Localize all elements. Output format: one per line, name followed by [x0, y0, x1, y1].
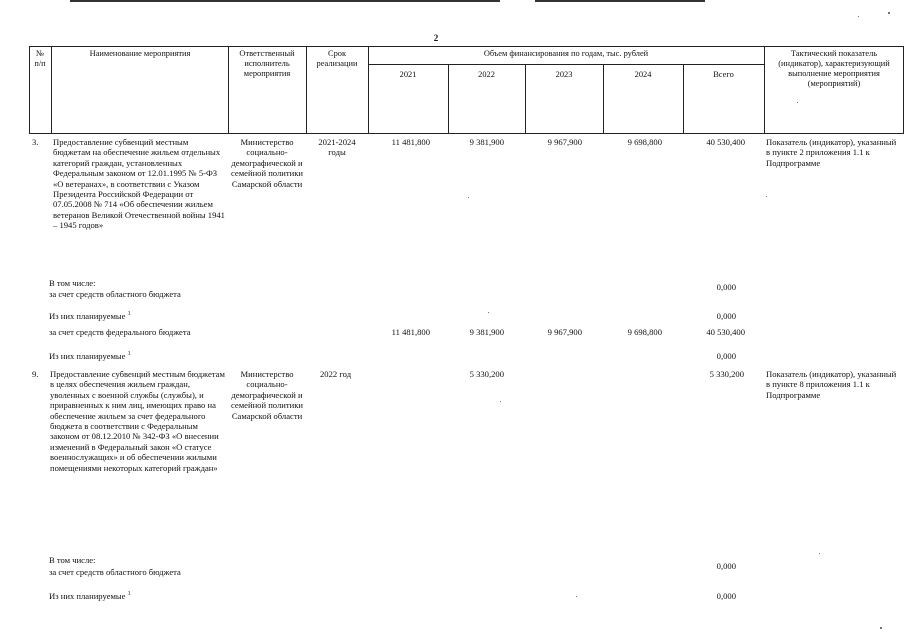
row9-number: 9.: [32, 369, 39, 379]
header-year-2022: 2022: [478, 70, 495, 79]
footnote-mark: 1: [127, 311, 131, 317]
row3-responsible: Министерство социально-демографической и семейной политики Самарской области: [230, 137, 304, 189]
row3-sub-regional: за счет средств областного бюджета: [49, 289, 181, 299]
header-year-2023: 2023: [555, 70, 573, 79]
row3-value-2023: 9 967,900: [547, 137, 582, 147]
row9-sub-including: В том числе:: [49, 555, 96, 565]
row9-responsible: Министерство социально-демографической и семейной политики Самарской области: [230, 369, 304, 421]
row9-value-total: 5 330,200: [709, 369, 744, 379]
row3-sub-planned-2-total: 0,000: [716, 351, 736, 361]
row3-value-total: 40 530,400: [706, 137, 745, 147]
row3-term: 2021-2024 годы: [318, 137, 356, 158]
row3-federal-2023: 9 967,900: [547, 327, 582, 337]
scan-speck: [819, 553, 820, 554]
row9-sub-regional-total: 0,000: [716, 561, 736, 571]
row9-term: 2022 год: [320, 369, 352, 379]
header-financing: Объем финансирования по годам, тыс. рублей: [483, 49, 649, 58]
row3-sub-regional-total: 0,000: [716, 282, 736, 292]
scan-speck: [888, 12, 890, 14]
row9-name: Предоставление субвенций местным бюджетам в целях обеспечения жильем граждан, уволенных с военной службы (службы), и приравненных к ним лиц, имеющих право на обеспечение жильем за счет федерального бюджета в соответствии с Федеральным законом от 08.12.2010 № 342-ФЗ «О внесении изменений в Федеральный закон «О статусе военнослужащих» и об обеспечении жилыми помещениями некоторых категорий граждан»: [50, 369, 225, 473]
scan-edge: [535, 0, 705, 2]
scan-speck: [766, 196, 767, 197]
scan-speck: [797, 102, 798, 103]
header-number: № п/п: [34, 49, 46, 68]
footnote-mark: 1: [127, 351, 131, 357]
scan-speck: [858, 16, 859, 17]
row3-value-2021: 11 481,800: [391, 137, 430, 147]
header-total: Всего: [713, 70, 734, 79]
header-name: Наименование мероприятия: [89, 49, 191, 58]
row3-sub-planned-1: Из них планируемые $^1$: [49, 311, 131, 321]
row3-federal-2022: 9 381,900: [469, 327, 504, 337]
header-responsible: Ответственный исполнитель мероприятия: [239, 49, 295, 78]
row3-sub-planned-1-total: 0,000: [716, 311, 736, 321]
header-year-2021: 2021: [399, 70, 417, 79]
row3-federal-2024: 9 698,800: [627, 327, 662, 337]
row3-sub-federal: за счет средств федерального бюджета: [49, 327, 191, 337]
scan-speck: [576, 596, 577, 597]
row9-value-2022: 5 330,200: [469, 369, 504, 379]
scan-speck: [468, 197, 469, 198]
row9-sub-planned-total: 0,000: [716, 591, 736, 601]
header-term: Срок реализации: [316, 49, 358, 68]
row3-number: 3.: [32, 137, 39, 147]
scan-speck: [500, 401, 501, 402]
row9-sub-planned: Из них планируемые $^1$: [49, 591, 131, 601]
footnote-mark: 1: [127, 591, 131, 597]
row3-value-2022: 9 381,900: [469, 137, 504, 147]
row3-name: Предоставление субвенций местным бюджетам на обеспечение жильем отдельных категорий граждан, установленных Федеральным законом от 12.01.1995 № 5-ФЗ «О ветеранах», в соответствии с Указом Президента Российской Федерации от 07.05.2008 № 714 «Об обеспечении жильем ветеранов Великой Отечественной войны 1941 – 1945 годов»: [53, 137, 225, 231]
row3-federal-2021: 11 481,800: [391, 327, 430, 337]
scan-speck: [880, 627, 882, 629]
page-number: 2: [433, 33, 439, 43]
row3-value-2024: 9 698,800: [627, 137, 662, 147]
header-year-2024: 2024: [634, 70, 652, 79]
row9-indicator: Показатель (индикатор), указанный в пункте 8 приложения 1.1 к Подпрограмме: [766, 369, 897, 400]
row3-sub-planned-2: Из них планируемые $^1$: [49, 351, 131, 361]
scan-edge: [70, 0, 500, 2]
scan-speck: [488, 312, 489, 313]
row3-sub-including: В том числе:: [49, 278, 96, 288]
header-indicator: Тактический показатель (индикатор), характеризующий выполнение мероприятия (мероприятий): [778, 49, 890, 88]
row9-sub-regional: за счет средств областного бюджета: [49, 567, 181, 577]
row3-indicator: Показатель (индикатор), указанный в пункте 2 приложения 1.1 к Подпрограмме: [766, 137, 897, 168]
row3-federal-total: 40 530,400: [706, 327, 745, 337]
